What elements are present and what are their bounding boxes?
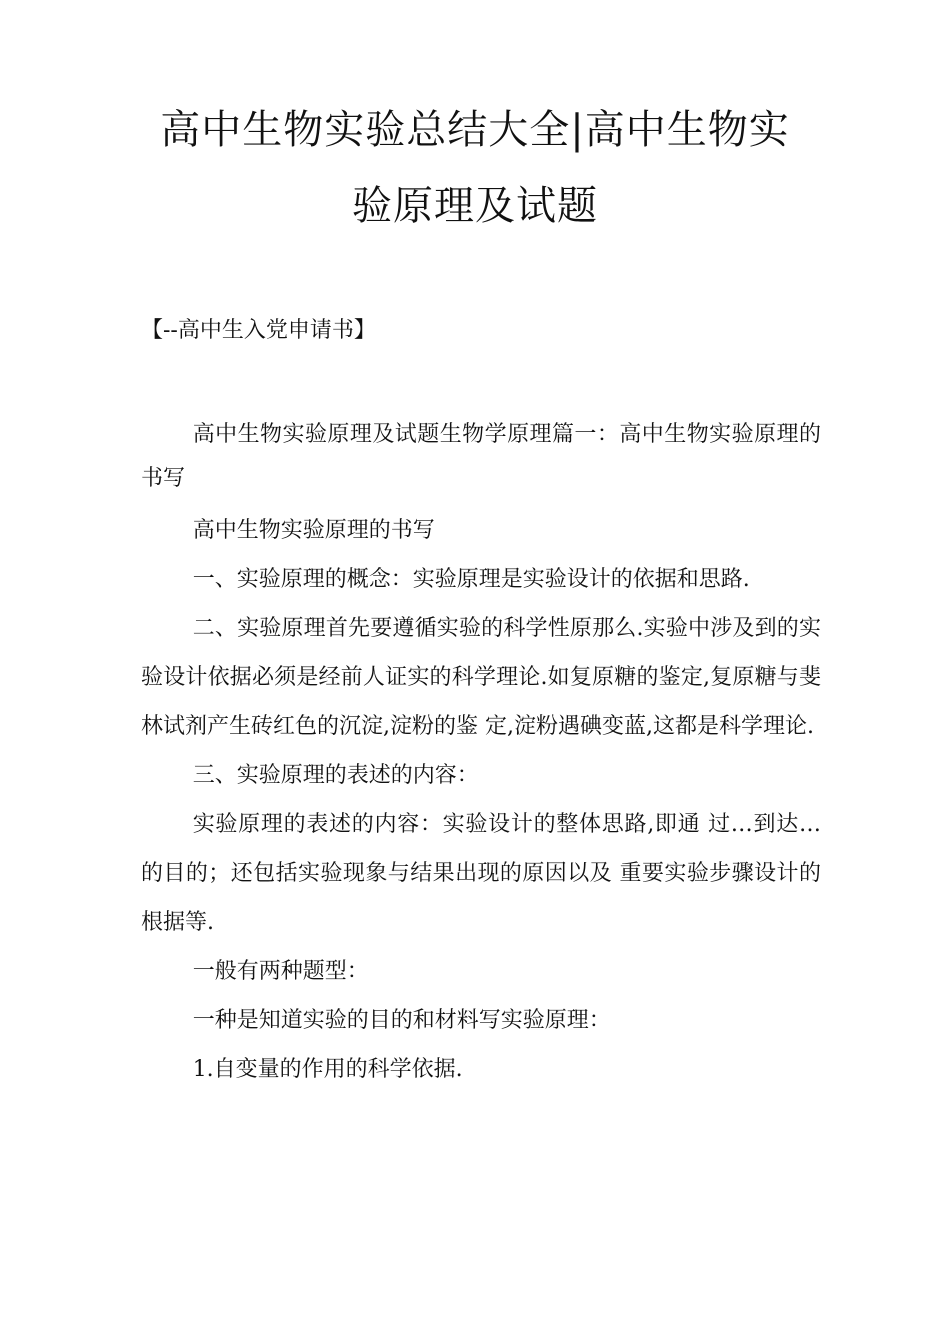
document-title-line-2: 验原理及试题 [352,183,598,229]
paragraph: 一般有两种题型： [192,959,369,984]
paragraph: 二、实验原理首先要遵循实验的科学性原那么.实验中涉及到的实验设计依据必须是经前人证实的科学理论.如复原糖的鉴定,复原糖与斐林试剂产生砖红色的沉淀,淀粉的鉴 定,淀粉遇碘变蓝,这都是科学理论. [141,616,821,739]
paragraph: 高中生物实验原理的书写 [192,518,435,543]
document-title-line-1: 高中生物实验总结大全|高中生物实 [160,107,790,153]
paragraph: 一、实验原理的概念：实验原理是实验设计的依据和思路. [192,567,750,592]
category-tag: 【--高中生入党申请书】 [141,318,376,343]
paragraph: 三、实验原理的表述的内容： [192,763,479,788]
paragraph: 1.自变量的作用的科学依据. [192,1057,463,1082]
paragraph: 高中生物实验原理及试题生物学原理篇一：高中生物实验原理的书写 [141,422,821,491]
paragraph: 实验原理的表述的内容：实验设计的整体思路,即通 过…到达…的目的；还包括实验现象与结果出现的原因以及 重要实验步骤设计的根据等. [141,812,821,935]
paragraph: 一种是知道实验的目的和材料写实验原理： [192,1008,611,1033]
document-body [141,413,821,1094]
